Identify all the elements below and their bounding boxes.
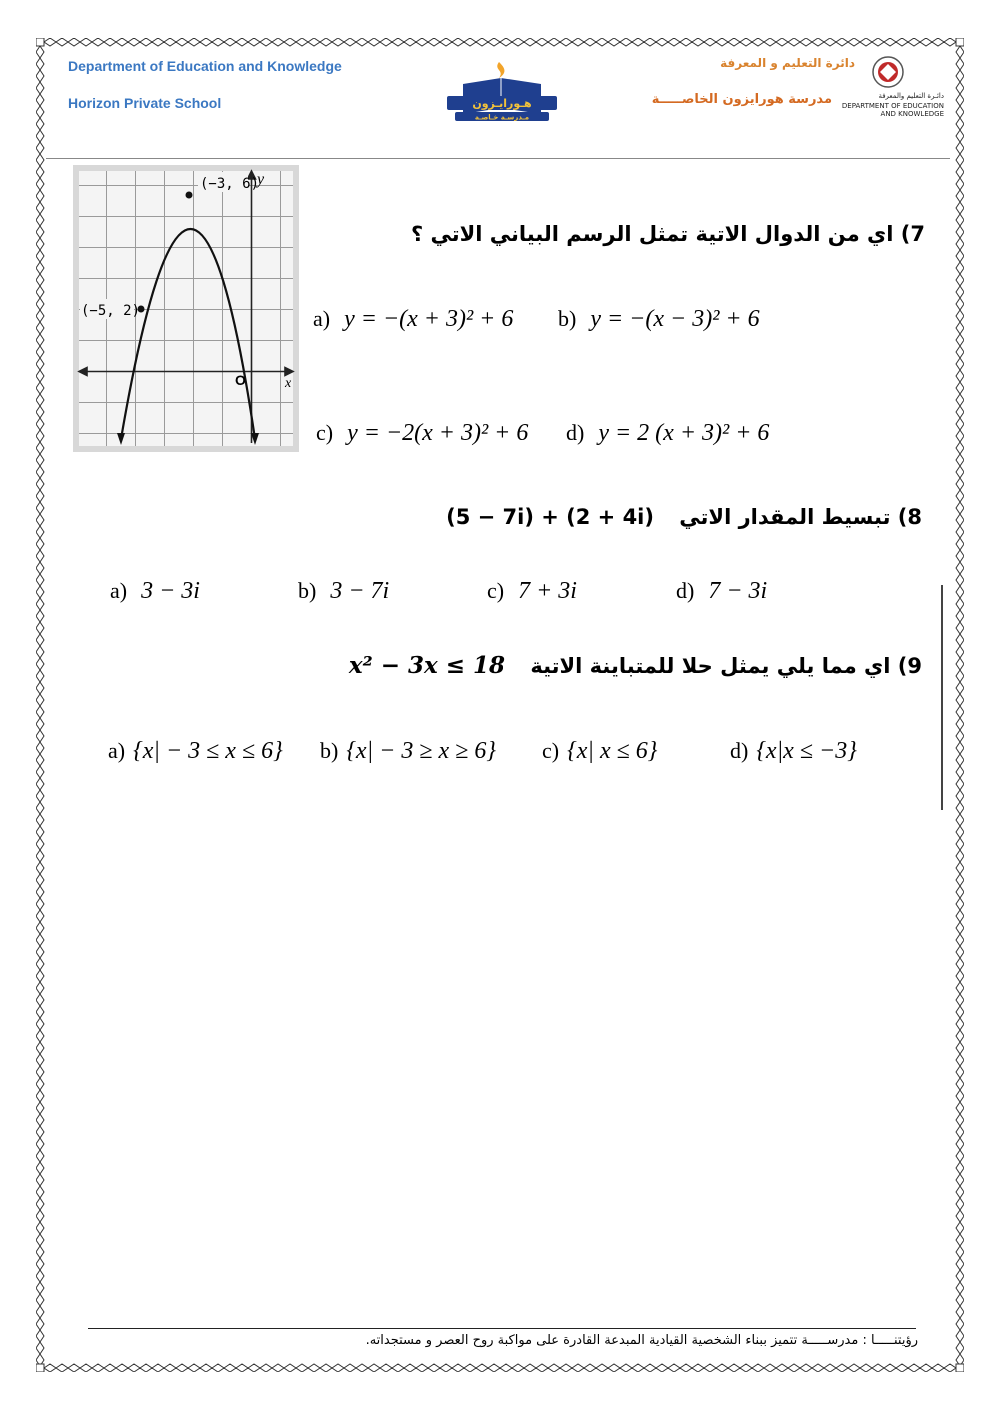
emblem-en-2: AND KNOWLEDGE [880, 110, 944, 118]
option-label: a) [110, 578, 128, 603]
q8-option-c[interactable] [487, 578, 577, 605]
option-expr: y = −2(x + 3)² + 6 [347, 420, 529, 446]
school-logo [443, 56, 561, 126]
option-expr: 3 − 3i [141, 578, 200, 604]
logo-subtext: مـدرسـة خـاصـة [474, 113, 530, 122]
option-label: c) [542, 738, 560, 763]
option-expr: y = 2 (x + 3)² + 6 [598, 420, 770, 446]
logo-text: هـورايـزون [472, 97, 532, 110]
q7-option-a[interactable] [313, 306, 513, 333]
q7-option-c[interactable] [316, 420, 528, 447]
q7-question: 7) اي من الدوال الاتية تمثل الرسم البياني الاتي ؟ [410, 222, 925, 246]
q8-option-b[interactable] [298, 578, 389, 605]
q8-option-d[interactable] [676, 578, 767, 605]
border-corner [956, 38, 964, 46]
parabola-graph [73, 165, 299, 452]
border-corner [36, 1364, 44, 1372]
option-expr: 7 + 3i [518, 578, 577, 604]
option-label: c) [316, 420, 334, 445]
option-expr: {x|x ≤ −3} [756, 738, 857, 764]
header-divider [46, 158, 950, 159]
q9-option-b[interactable] [320, 738, 496, 765]
point-label: (−5, 2) [81, 303, 141, 319]
border-corner [36, 38, 44, 46]
option-label: d) [676, 578, 695, 603]
y-axis-label: y [257, 171, 265, 188]
school-name-en: Horizon Private School [68, 95, 222, 111]
q8-question-text: 8) تبسيط المقدار الاتي [679, 505, 922, 529]
q8-option-a[interactable] [110, 578, 200, 605]
scan-mark [941, 585, 943, 810]
school-name-ar: مدرسة هورايزون الخاصـــــة [651, 92, 832, 107]
q8-expression: (5 − 7i) + (2 + 4i) [446, 505, 654, 529]
option-label: b) [320, 738, 339, 763]
option-label: c) [487, 578, 505, 603]
option-label: d) [566, 420, 585, 445]
option-expr: {x| − 3 ≤ x ≤ 6} [133, 738, 283, 764]
footer-divider [88, 1328, 916, 1329]
q7-option-b[interactable] [558, 306, 760, 333]
border-corner [956, 1364, 964, 1372]
emblem-en-1: DEPARTMENT OF EDUCATION [841, 102, 944, 110]
q9-question-text: 9) اي مما يلي يمثل حلا للمتباينة الاتية [530, 654, 922, 678]
option-label: b) [558, 306, 577, 331]
origin-label: O [235, 372, 246, 388]
option-expr: {x| x ≤ 6} [567, 738, 658, 764]
option-label: a) [313, 306, 331, 331]
q9-option-a[interactable] [108, 738, 283, 765]
q8-question [446, 505, 922, 529]
x-axis-label: x [285, 376, 292, 391]
dept-emblem [836, 52, 946, 122]
option-expr: y = −(x − 3)² + 6 [590, 306, 760, 332]
footer-vision: رؤيتنـــــا : مدرســـــة تتميز ببناء الشخصية القيادية المبدعة القادرة على مواكبة روح العصر و مستجداته. [365, 1333, 918, 1348]
dept-name-ar: دائرة التعليم و المعرفة [720, 56, 855, 70]
dept-name-en: Department of Education and Knowledge [68, 58, 342, 74]
option-expr: {x| − 3 ≥ x ≥ 6} [346, 738, 496, 764]
option-label: d) [730, 738, 749, 763]
q7-option-d[interactable] [566, 420, 769, 447]
q9-option-c[interactable] [542, 738, 657, 765]
q9-question [349, 652, 922, 679]
option-label: b) [298, 578, 317, 603]
vertex-point [186, 192, 193, 199]
option-expr: 7 − 3i [708, 578, 768, 604]
option-expr: y = −(x + 3)² + 6 [344, 306, 514, 332]
q9-expression: x² − 3x ≤ 18 [348, 652, 506, 679]
option-expr: 3 − 7i [330, 578, 390, 604]
option-label: a) [108, 738, 126, 763]
vertex-label: (−3, 6) [200, 176, 260, 192]
q9-option-d[interactable] [730, 738, 857, 765]
emblem-ar: دائـرة التعليم والمعرفة [878, 92, 944, 100]
